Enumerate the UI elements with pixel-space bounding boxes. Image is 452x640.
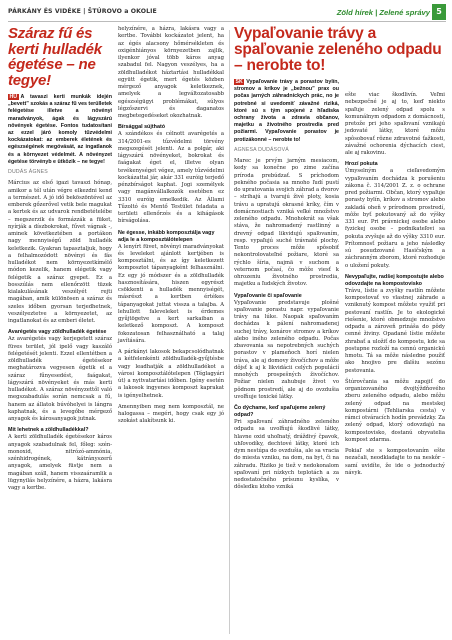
hu-subheading-4: Ne égesse, inkább komposztálja vagy adja le a komposztálótelepen xyxy=(118,229,215,243)
sk-lead-text: Vypaľovanie trávy a porastov bylín, stromov a kríkov je „bežnou” prax ou počas jarných záhradníckych prác, no je potrebné si uvedomiť závažné riziká, ktoré sú s tým spojené z hľadiska ochrany života a zdravia občanov, majetku a životného prostredia pred požiarmi. Vypaľovanie porastov je protizákonné – nerobte to! xyxy=(234,79,339,143)
sk-lead xyxy=(234,79,339,144)
sk-body-5: Úmyselným a cieľavedomým vypaľovaním dochádza k porušeniu zákona č. 314/2001 Z. z. o ochrane pred požiarmi. Občan, ktorý vypaľuje porasty bylín, kríkov a stromov alebo zakladá oheň v prírodnom prostredí, môže byť pokutovaný až do výšky 331 eur. Pri právnickej osobe alebo fyzickej osobe – podnikateľovi sa pokuta zvyšuje až do výšky 3310 eur. Prítomnosť požiaru a jeho následky sú posudzované Hasičským a záchranným zborom, ktoré rozhoduje o uložení pokuty. xyxy=(345,168,445,269)
sk-body-1: Marec je prvým jarným mesiacom, kedy sa konečne po zime začína príroda prebúdzať. S príchodom pekného počasia sa mnoho ľudí pustí do upratovania svojich záhrad a dvorov – strihajú a tvarujú živé ploty, kosia trávu a upratujú okrasné kríky, čím v domácnostiach vzniká veľké množstvo zeleného odpadu. Mnohokrát sa však stáva, že nahromadený rastlinný a drevný odpad likvidujú spaľovaním, resp. vypaľujú suché trávnaté plochy. Tento proces môže spôsobiť nekontrolovateľné požiare, ktoré sa rýchlo šíria, najmä v suchom a veternom počasí, čo môže viesť k ohrozeniu životného prostredia, majetku a ľudských životov. xyxy=(234,158,339,288)
article-divider xyxy=(229,30,230,634)
hu-author: DUDÁS ÁGNES xyxy=(8,169,48,176)
hu-subheading-3: Bírsággal sújtható xyxy=(118,124,166,131)
section-title: Zöld hírek | Zelené správy xyxy=(336,8,430,17)
hu-body-3: A kerti zöldhulladék égetésekor káros anyagok szabadulnak fel, főleg: szén-monoxid, nitrózó-ammónia, szénhidrogének, kátrányszerű anyagok, amelyek füstje nem a magában száll, hanem visszaáramlik a lügynyilás helyzínére, a házra, lakásra vagy a kertbe. xyxy=(8,434,112,492)
publication-name: PÁRKÁNY ÉS VIDÉKE | ŠTÚROVO a OKOLIE xyxy=(8,8,157,15)
sk-article-col2 xyxy=(345,92,445,634)
sk-subheading-3: Hrozí pokuta xyxy=(345,161,378,168)
hu-subheading-1: Avarégetés vagy zöldhulladék égetése xyxy=(8,329,107,336)
hu-title: Száraz fű és kerti hulladék égetése – ne tegye! xyxy=(8,25,102,89)
hu-article-col2 xyxy=(118,26,224,634)
hu-body-5: A szándékos és célnott avarégetés a 314/2001-es tűzvédelmi törvény megszegését jelenti. Az a polgár, aki lágyszárú növényeket, bokrokat és faágakat éget el, illetve olyan tevékenységet végez, amely tűzvédelmi kockázattal jár, akár 331 euróig terjedő pénzbírságot kaphat. Jogi személyek vagy magánvállalkozók esetében ez 3310 euróig emelkedik. Az Állami Tűzoltó és Mentő Testület feladata a területi ellenőrzés és a kihágások bírságolása. xyxy=(118,131,224,225)
sk-body-4: ešte viac škodlivín. Veľmi nebezpečné je aj to, keď niekto spaľuje zelený odpad spolu s komunálnym odpadom z domácnosti, pretože pri jeho spaľovaní vznikajú jedovaté látky, ktoré môžu spôsobovať rôzne zdravotné ťažkosti, závažné ochorenia dýchacích ciest, ale aj rakovinu. xyxy=(345,92,445,156)
sk-body-3: Pri spaľovaní záhradného zeleného odpadu sa uvoľňujú škodlivé látky, hlavne oxid uhoľnatý, dráždivý čpavok, uhľovodíky, dechtové látky, ktoré ich dym nestúpa do ovzdušia, ale sa vracia do miesta vzniku, na dom, na byt, či na záhradu. Riziko je tiež v nedokonalom spaľovaní pri nízkych teplotách a za nedostatočného prísunu kyslíka, v dôsledku ktoho vzniká xyxy=(234,419,339,491)
sk-badge: SK xyxy=(235,79,243,85)
hu-body-1: Március az első igazi tavaszi hónap, amikor a tél után végre elkezdni kend a természet. A jó idő beköszöntével az emberek gőzerővel vetik bele magukat a kertek és az udvarok rendbetételébe – megszerzik és formázzák a füket, nyírják a díszbokrokat, fűvet vágnak -, aminek következtében a portákon nagy mennyiségű zöld hulladék keletkezik. Gyakran tapasztaljuk, hogy a felhalmozódott növényi és fás hulladékot nem környezetkímélő módon kezelik, hanem elégetik vagy felégetik a száraz gyepet. Ez a bosszúlás nem ellenőrzött tüzek kialakulásának veszélyét rejti magában, amik különösen a száraz és szeles időben gyorsan terjedhetnek, veszélyeztetve a környezetet, az ingatlanokat és az emberi életet. xyxy=(8,180,112,325)
header-rule xyxy=(8,21,446,22)
sk-subheading-4: Nevypaľujte, radšej kompostujte alebo odovzdajte na kompostovisko xyxy=(345,273,444,287)
hu-lead xyxy=(8,94,112,166)
hu-subheading-2: Mit lehetnek a zöldhulladékkal? xyxy=(8,427,89,434)
hu-badge: HU xyxy=(9,94,17,100)
sk-body-2: Vypaľovanie predstavuje plošné spaľovanie porastu napr. vypaľovanie trávy na lúke. Naopak spaľovaním dochádza k pálení nahromadenej suchej trávy, konárov stromov a kríkov alebo iného zeleného odpadu. Počas zbavovania sa nepotrebných suchých porastov v plameňoch horí nielen tráva, ale aj domovy živočíchov a môže dôjsť k aj k likvidácii celých populácií mnohých prospešných živočíchov. Požiar nielen zahubuje život vo pôdnom prostredí, ale aj do ovzdušia uvoľňuje toxické látky. xyxy=(234,299,339,400)
hu-body-8: Amennyiben meg nem komposztál, ne halogassa – megéri, hogy csak egy jó szokást alakítsunk ki. xyxy=(118,403,224,425)
sk-title: Vypaľovanie trávy a spaľovanie zeleného odpadu – nerobte to! xyxy=(234,25,442,74)
hu-body-6: A lenyírt füvet, növényi maradványokat és leveleket ajánlott kertjében is komposztálni, és az így keletkezett komposztot tápanyagként felhasználni. Ez egy jó módszer és a zöldhulladék hasznosítására, hiszen egyrészt csökkenti a hulladék mennyiségét, másrészt a kertben értékes tápanyagokat juttat vissza a talajba. A lehullott faleveleket is érdemes gyűjtögetve a kert sarkaiban a keletkező komposzt. A komposzt fokozatosan felhasználható a talaj javítására. xyxy=(118,243,224,344)
sk-author: AGNESA DUDÁSOVÁ xyxy=(234,146,289,153)
sk-body-7: Štúrovčania sa môžu zapojiť do organizovaného dvojtýždňového zberu zeleného odpadu, alebo môžu zelený odpad na mestskej kompostárni (Tehliarska cesta) v rámci otváracích hodín prevádzky. Za zelený odpad, ktorý odovzdajú na kompostovisko, dostanú obyvatelia kompost zdarma. xyxy=(345,378,445,443)
page-header xyxy=(0,0,452,22)
hu-body-4: helyzínére, a házra, lakásra vagy a kertbe. További kockázatot jelent, ha az égés alacsony hőmérsékleten és oxigénhiányos környezetben zajlik, ilyenkor jóval több káros anyag szabadul fel. Nagyon veszélyes, ha a zöldhulladékot háztartási hulladékkal együtt égetik, mert égetés közben mérgező anyagok keletkeznek, amelyek a legváltozatosabb egészségügyi problémákat, súlyos légzőszervi és daganatos megbetegedéseket okozhatnak. xyxy=(118,26,224,119)
sk-body-6: Trávu, lístie a zvyšky rastlín môžete kompostovať vo vlastnej záhrade a vzniknutý kompost môžete využiť pri pestovaní rastlín. Je to ekologické riešenie, ktoré obmedzuje množstvo odpadu a zároveň prináša do pôdy cenné živiny. Opadané lístie môžete zhrabať a uložiť do kompostu, kde sa postupne rozloží na cennú organickú hmotu. Tá sa môže následne použiť ako hnojivo pre ďalšiu sezónu pestovania. xyxy=(345,287,445,374)
hu-lead-text: A tavaszi kerti munkák idején „bevett” szokás a száraz fű ves terülletek felégetése illetve a növényi maradványok, ágak és lágyszárú növények égetése. Fontos tudatosítani az ezzel járó komoly tűzvédelmi kockázatokat: az emberek életének és egészségének megóvását, az ingatlanok és a környezet védelmét. A növényzet égetése törvényb e ütközik – ne tegye! xyxy=(8,94,112,165)
hu-body-7: A párkányi lakosok bekapcsolódhatnak a kétfelenkénti zöldhulladék-gyűjtésbe vagy leadhatják a zöldhulladékot a városi komposztálótelepen (Téglagyári út) a nyitvatartási időben. Igény esetén a lakosok ingyenes komposzt kaprakat is igényelhetnek. xyxy=(118,349,224,399)
hu-article-col1 xyxy=(8,26,112,634)
sk-subheading-1: Vypaľovanie či spaľovanie xyxy=(234,292,302,299)
hu-body-2: Az avarégetés vagy kerjegetett száraz füves terület, jól ipelő vagy kaszáló felégetését jelenti. Ezzel ellentétben a zöldhulladék égetésekor meghatározva vegyesen égetik el a száraz fűnyesedést, faágakat, lágyszárú növényeket és más kerti hulladékot. A száraz növényzettől való megszabadulás során nemcsak a fű, hanem az állatok búvóhelyei is lángra kaphatnak, és a levegőbe mérgező anyagok és károsanyagok jutnak. xyxy=(8,336,112,423)
sk-body-8: Pokiaľ ste s kompostovaním ešte nezačali, neodkladajte to na neskôr – samí uvidíte, že ide o jednoduchý návyk. xyxy=(345,448,445,476)
sk-subheading-2: Čo dýchame, keď spaľujeme zelený odpad? xyxy=(234,405,326,419)
page-number: 5 xyxy=(432,4,446,20)
